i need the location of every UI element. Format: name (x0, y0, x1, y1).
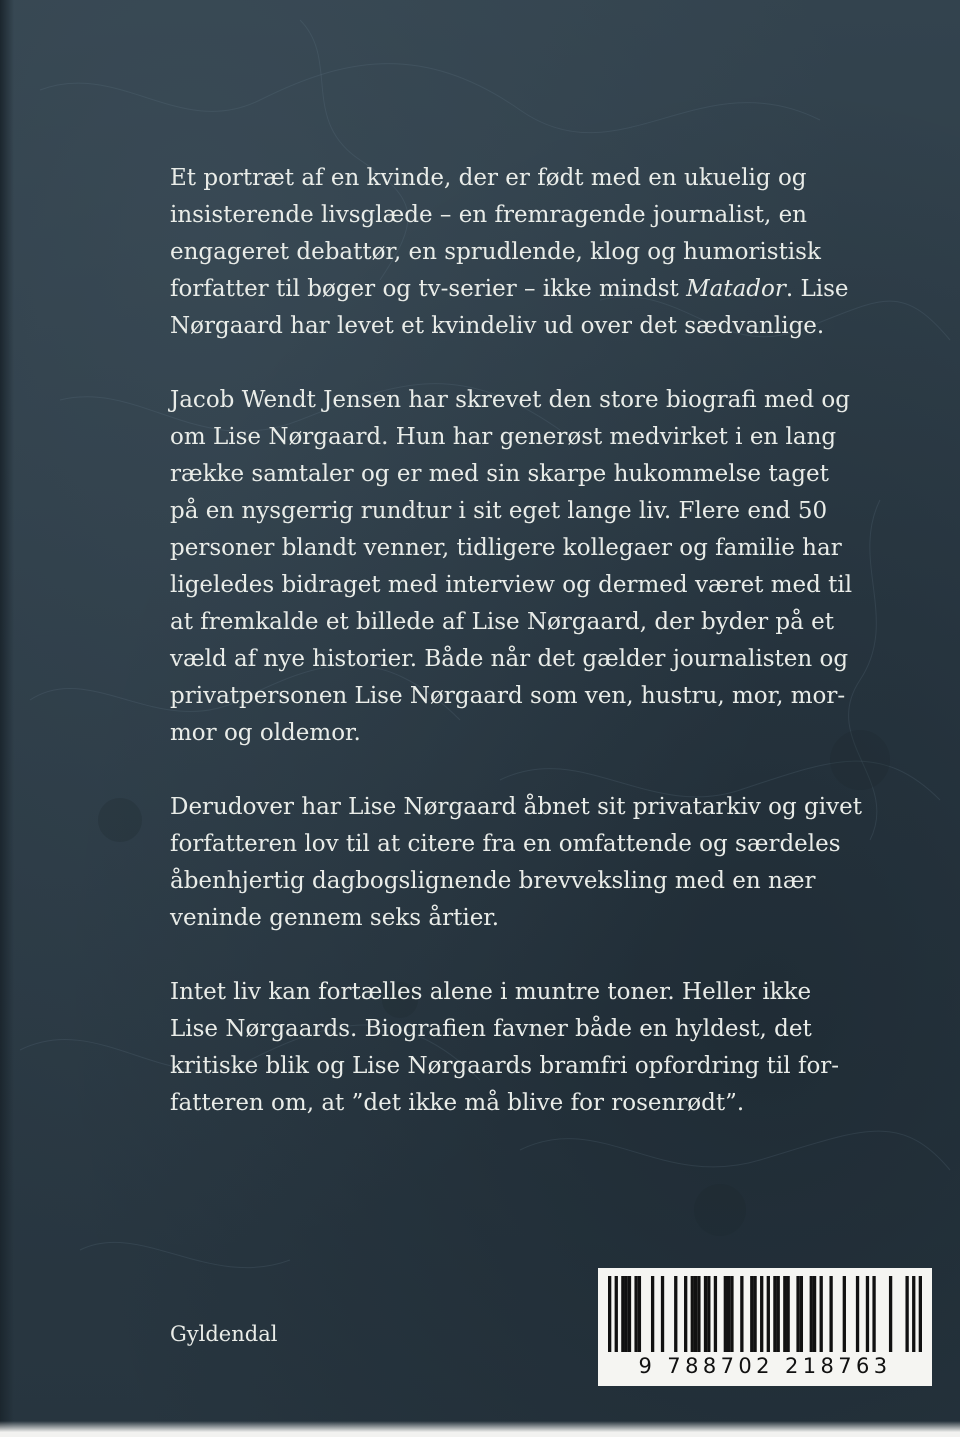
barcode-bar (697, 1276, 700, 1352)
barcode-bar (628, 1276, 631, 1352)
barcode-bar (651, 1276, 654, 1352)
barcode-bar (608, 1276, 611, 1352)
barcode-bar (674, 1276, 677, 1352)
barcode-bar (912, 1276, 915, 1352)
barcode-bar (638, 1276, 641, 1352)
barcode-bar (767, 1276, 770, 1352)
isbn-barcode (598, 1268, 932, 1386)
paragraph-1-text-end: . Lise Nørgaard har levet et kvindeliv ud over det sædvanlige. (170, 276, 849, 339)
barcode-bar (625, 1276, 628, 1352)
barcode-bar (796, 1276, 799, 1352)
barcode-bar (800, 1276, 803, 1352)
barcode-bar (621, 1276, 624, 1352)
barcode-bar (707, 1276, 710, 1352)
paragraph-1-text: Et portræt af en kvinde, der er født med en ukuelig og insisterende livsglæde – en fremragende journalist, en engageret debattør, en sprudlende, klog og humoristisk forfatter til bøger og tv-serier – ikke mindst (170, 165, 821, 302)
barcode-bar (661, 1276, 664, 1352)
barcode-bar (783, 1276, 786, 1352)
barcode-bar (714, 1276, 717, 1352)
blurb-paragraph-1 (170, 160, 930, 345)
barcode-bar (843, 1276, 846, 1352)
barcode-bar (724, 1276, 727, 1352)
barcode-bar (786, 1276, 789, 1352)
cover-left-edge (0, 0, 14, 1437)
barcode-bar (704, 1276, 707, 1352)
barcode-bar (777, 1276, 780, 1352)
matador-title: Matador (686, 276, 786, 302)
blurb-paragraph-3: Derudover har Lise Nørgaard åbnet sit privatarkiv og givet forfatteren lov til at citere fra en omfattende og særdeles åbenhjertig dagbogslignende brevveksling med en nær veninde gennem seks årtier. (170, 794, 862, 931)
publisher-name: Gyldendal (170, 1322, 278, 1346)
barcode-bar (694, 1276, 697, 1352)
cover-bottom-edge (0, 1421, 960, 1437)
barcode-bar (634, 1276, 637, 1352)
barcode-bar (750, 1276, 753, 1352)
barcode-bar (740, 1276, 743, 1352)
barcode-bar (889, 1276, 892, 1352)
barcode-bar (856, 1276, 859, 1352)
barcode-bar (753, 1276, 756, 1352)
barcode-bars (608, 1276, 922, 1352)
barcode-bar (829, 1276, 832, 1352)
barcode-bar (760, 1276, 763, 1352)
blurb-text (170, 160, 930, 1159)
barcode-bar (813, 1276, 816, 1352)
barcode-bar (730, 1276, 733, 1352)
isbn-digits: 9 788702 218763 (638, 1354, 892, 1378)
barcode-bar (905, 1276, 908, 1352)
barcode-bar (727, 1276, 730, 1352)
barcode-bar (866, 1276, 869, 1352)
barcode-bar (684, 1276, 687, 1352)
barcode-bar (872, 1276, 875, 1352)
blurb-paragraph-2: Jacob Wendt Jensen har skrevet den store biografi med og om Lise Nørgaard. Hun har generøst medvirket i en lang række samtaler og er med sin skarpe hukommelse taget på en nysgerrig rundtur i sit eget lange liv. Flere end 50 personer blandt venner, tidligere kollegaer og familie har ligeledes bidraget med interview og dermed været med til at fremkalde et billede af Lise Nørgaard, der byder på et væld af nye historier. Både når det gælder journalisten og privatpersonen Lise Nørgaard som ven, hustru, mor, mor- mor og oldemor. (170, 387, 853, 746)
barcode-bar (810, 1276, 813, 1352)
barcode-bar (919, 1276, 922, 1352)
barcode-bar (691, 1276, 694, 1352)
barcode-bar (615, 1276, 618, 1352)
barcode-bar (773, 1276, 776, 1352)
blurb-paragraph-4: Intet liv kan fortælles alene i muntre toner. Heller ikke Lise Nørgaards. Biografien favner både en hyldest, det kritiske blik og Lise Nørgaards bramfri opfordring til for- fatteren om, at ”det ikke må blive for rosenrødt”. (170, 979, 840, 1116)
barcode-bar (820, 1276, 823, 1352)
